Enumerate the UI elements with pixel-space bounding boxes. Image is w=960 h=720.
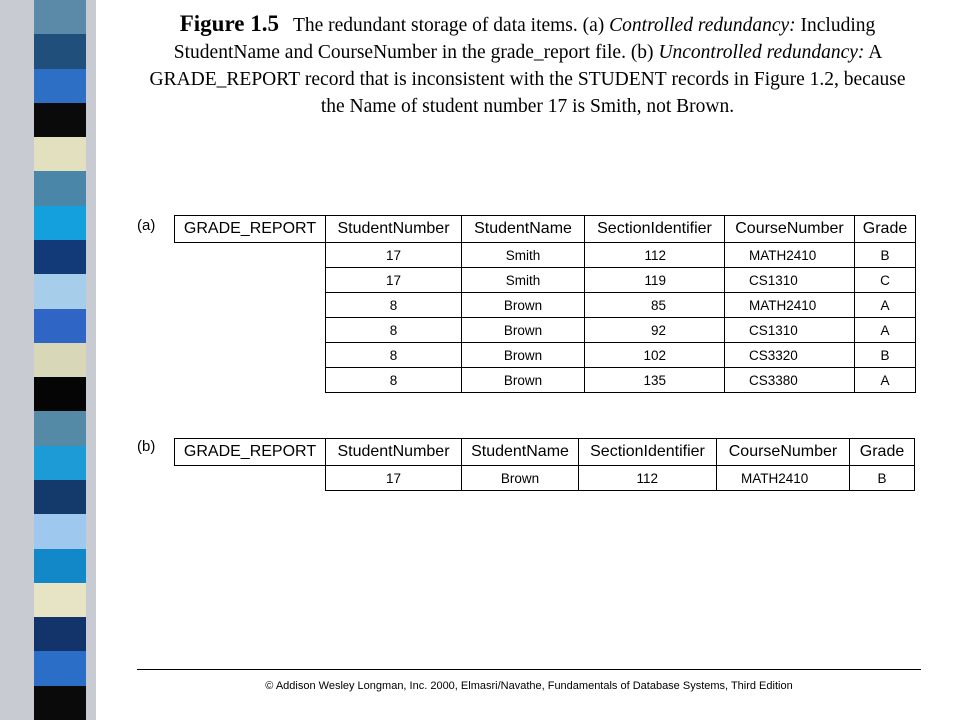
stripe-block bbox=[34, 446, 86, 480]
stripe-block bbox=[34, 103, 86, 137]
stripe-block bbox=[34, 583, 86, 617]
student-number-cell: 8 bbox=[326, 293, 462, 318]
part-a-label: (a) bbox=[137, 217, 156, 234]
table-header-row bbox=[175, 216, 916, 243]
caption-smallcaps-grade-report: GRADE_REPORT bbox=[149, 69, 301, 90]
stripe-block bbox=[34, 617, 86, 651]
grade-cell: B bbox=[855, 343, 916, 368]
stripe-border-right bbox=[86, 0, 96, 720]
caption-text: record that is inconsistent with the bbox=[300, 69, 578, 90]
stripe-block bbox=[34, 240, 86, 274]
column-header: StudentNumber bbox=[326, 439, 462, 466]
section-identifier-cell: 119 bbox=[585, 268, 725, 293]
table-row bbox=[175, 243, 916, 268]
copyright-notice: © Addison Wesley Longman, Inc. 2000, Elmasri/Navathe, Fundamentals of Database Systems, Third Edition bbox=[265, 680, 793, 692]
table-row bbox=[175, 293, 916, 318]
section-identifier-cell: 112 bbox=[579, 466, 717, 491]
part-b-label: (b) bbox=[137, 438, 156, 455]
caption-text: records in Figure 1.2, because the Name of student number 17 is Smith, not Brown. bbox=[320, 69, 906, 117]
course-number-cell: MATH2410 bbox=[725, 243, 855, 268]
stripe-block bbox=[34, 686, 86, 720]
stripe-block bbox=[34, 480, 86, 514]
course-number-cell: MATH2410 bbox=[717, 466, 850, 491]
column-header: StudentNumber bbox=[326, 216, 462, 243]
table-header-row bbox=[175, 439, 915, 466]
empty-cell bbox=[175, 343, 326, 368]
stripe-block bbox=[34, 343, 86, 377]
stripe-block bbox=[34, 206, 86, 240]
empty-cell bbox=[175, 368, 326, 393]
grade-cell: A bbox=[855, 318, 916, 343]
stripe-blocks bbox=[34, 0, 86, 720]
student-name-cell: Smith bbox=[462, 243, 585, 268]
student-name-cell: Brown bbox=[462, 343, 585, 368]
column-header: StudentName bbox=[462, 439, 579, 466]
section-identifier-cell: 135 bbox=[585, 368, 725, 393]
table-row bbox=[175, 268, 916, 293]
student-name-cell: Brown bbox=[462, 318, 585, 343]
stripe-block bbox=[34, 274, 86, 308]
table-row bbox=[175, 343, 916, 368]
grade-cell: A bbox=[855, 368, 916, 393]
student-number-cell: 17 bbox=[326, 243, 462, 268]
column-header: SectionIdentifier bbox=[585, 216, 725, 243]
empty-cell bbox=[175, 268, 326, 293]
stripe-block bbox=[34, 309, 86, 343]
footer-divider bbox=[137, 669, 921, 670]
stripe-block bbox=[34, 34, 86, 68]
column-header: CourseNumber bbox=[725, 216, 855, 243]
caption-text: A bbox=[864, 42, 882, 63]
column-header: SectionIdentifier bbox=[579, 439, 717, 466]
stripe-block bbox=[34, 0, 86, 34]
course-number-cell: MATH2410 bbox=[725, 293, 855, 318]
decorative-stripe bbox=[0, 0, 96, 720]
section-identifier-cell: 85 bbox=[585, 293, 725, 318]
course-number-cell: CS3320 bbox=[725, 343, 855, 368]
stripe-block bbox=[34, 514, 86, 548]
student-name-cell: Brown bbox=[462, 368, 585, 393]
caption-italic-controlled: Controlled redundancy: bbox=[609, 15, 796, 36]
stripe-block bbox=[34, 411, 86, 445]
table-row bbox=[175, 466, 915, 491]
student-number-cell: 17 bbox=[326, 268, 462, 293]
student-name-cell: Smith bbox=[462, 268, 585, 293]
stripe-block bbox=[34, 549, 86, 583]
empty-cell bbox=[175, 293, 326, 318]
student-name-cell: Brown bbox=[462, 466, 579, 491]
empty-cell bbox=[175, 318, 326, 343]
course-number-cell: CS1310 bbox=[725, 268, 855, 293]
stripe-block bbox=[34, 171, 86, 205]
section-identifier-cell: 112 bbox=[585, 243, 725, 268]
relation-name-cell: GRADE_REPORT bbox=[175, 216, 326, 243]
student-number-cell: 8 bbox=[326, 368, 462, 393]
table-row bbox=[175, 368, 916, 393]
student-name-cell: Brown bbox=[462, 293, 585, 318]
grade-cell: B bbox=[850, 466, 915, 491]
column-header: CourseNumber bbox=[717, 439, 850, 466]
grade-cell: C bbox=[855, 268, 916, 293]
section-identifier-cell: 102 bbox=[585, 343, 725, 368]
grade-cell: B bbox=[855, 243, 916, 268]
empty-cell bbox=[175, 466, 326, 491]
grade-cell: A bbox=[855, 293, 916, 318]
relation-name-cell: GRADE_REPORT bbox=[175, 439, 326, 466]
section-identifier-cell: 92 bbox=[585, 318, 725, 343]
student-number-cell: 17 bbox=[326, 466, 462, 491]
stripe-block bbox=[34, 137, 86, 171]
stripe-block bbox=[34, 377, 86, 411]
grade-report-table-a bbox=[174, 215, 916, 393]
stripe-border-left bbox=[0, 0, 34, 720]
course-number-cell: CS3380 bbox=[725, 368, 855, 393]
column-header: Grade bbox=[850, 439, 915, 466]
column-header: StudentName bbox=[462, 216, 585, 243]
empty-cell bbox=[175, 243, 326, 268]
student-number-cell: 8 bbox=[326, 318, 462, 343]
student-number-cell: 8 bbox=[326, 343, 462, 368]
figure-caption bbox=[140, 10, 915, 120]
caption-italic-uncontrolled: Uncontrolled redundancy: bbox=[658, 42, 865, 63]
column-header: Grade bbox=[855, 216, 916, 243]
caption-text: The redundant storage of data items. (a) bbox=[292, 15, 610, 36]
table-row bbox=[175, 318, 916, 343]
caption-text: Including StudentName and CourseNumber in the grade_report file. (b) bbox=[173, 15, 876, 63]
stripe-block bbox=[34, 69, 86, 103]
course-number-cell: CS1310 bbox=[725, 318, 855, 343]
caption-smallcaps-student: STUDENT bbox=[577, 69, 667, 90]
stripe-block bbox=[34, 651, 86, 685]
figure-label: Figure 1.5 bbox=[179, 11, 279, 36]
grade-report-table-b bbox=[174, 438, 915, 491]
